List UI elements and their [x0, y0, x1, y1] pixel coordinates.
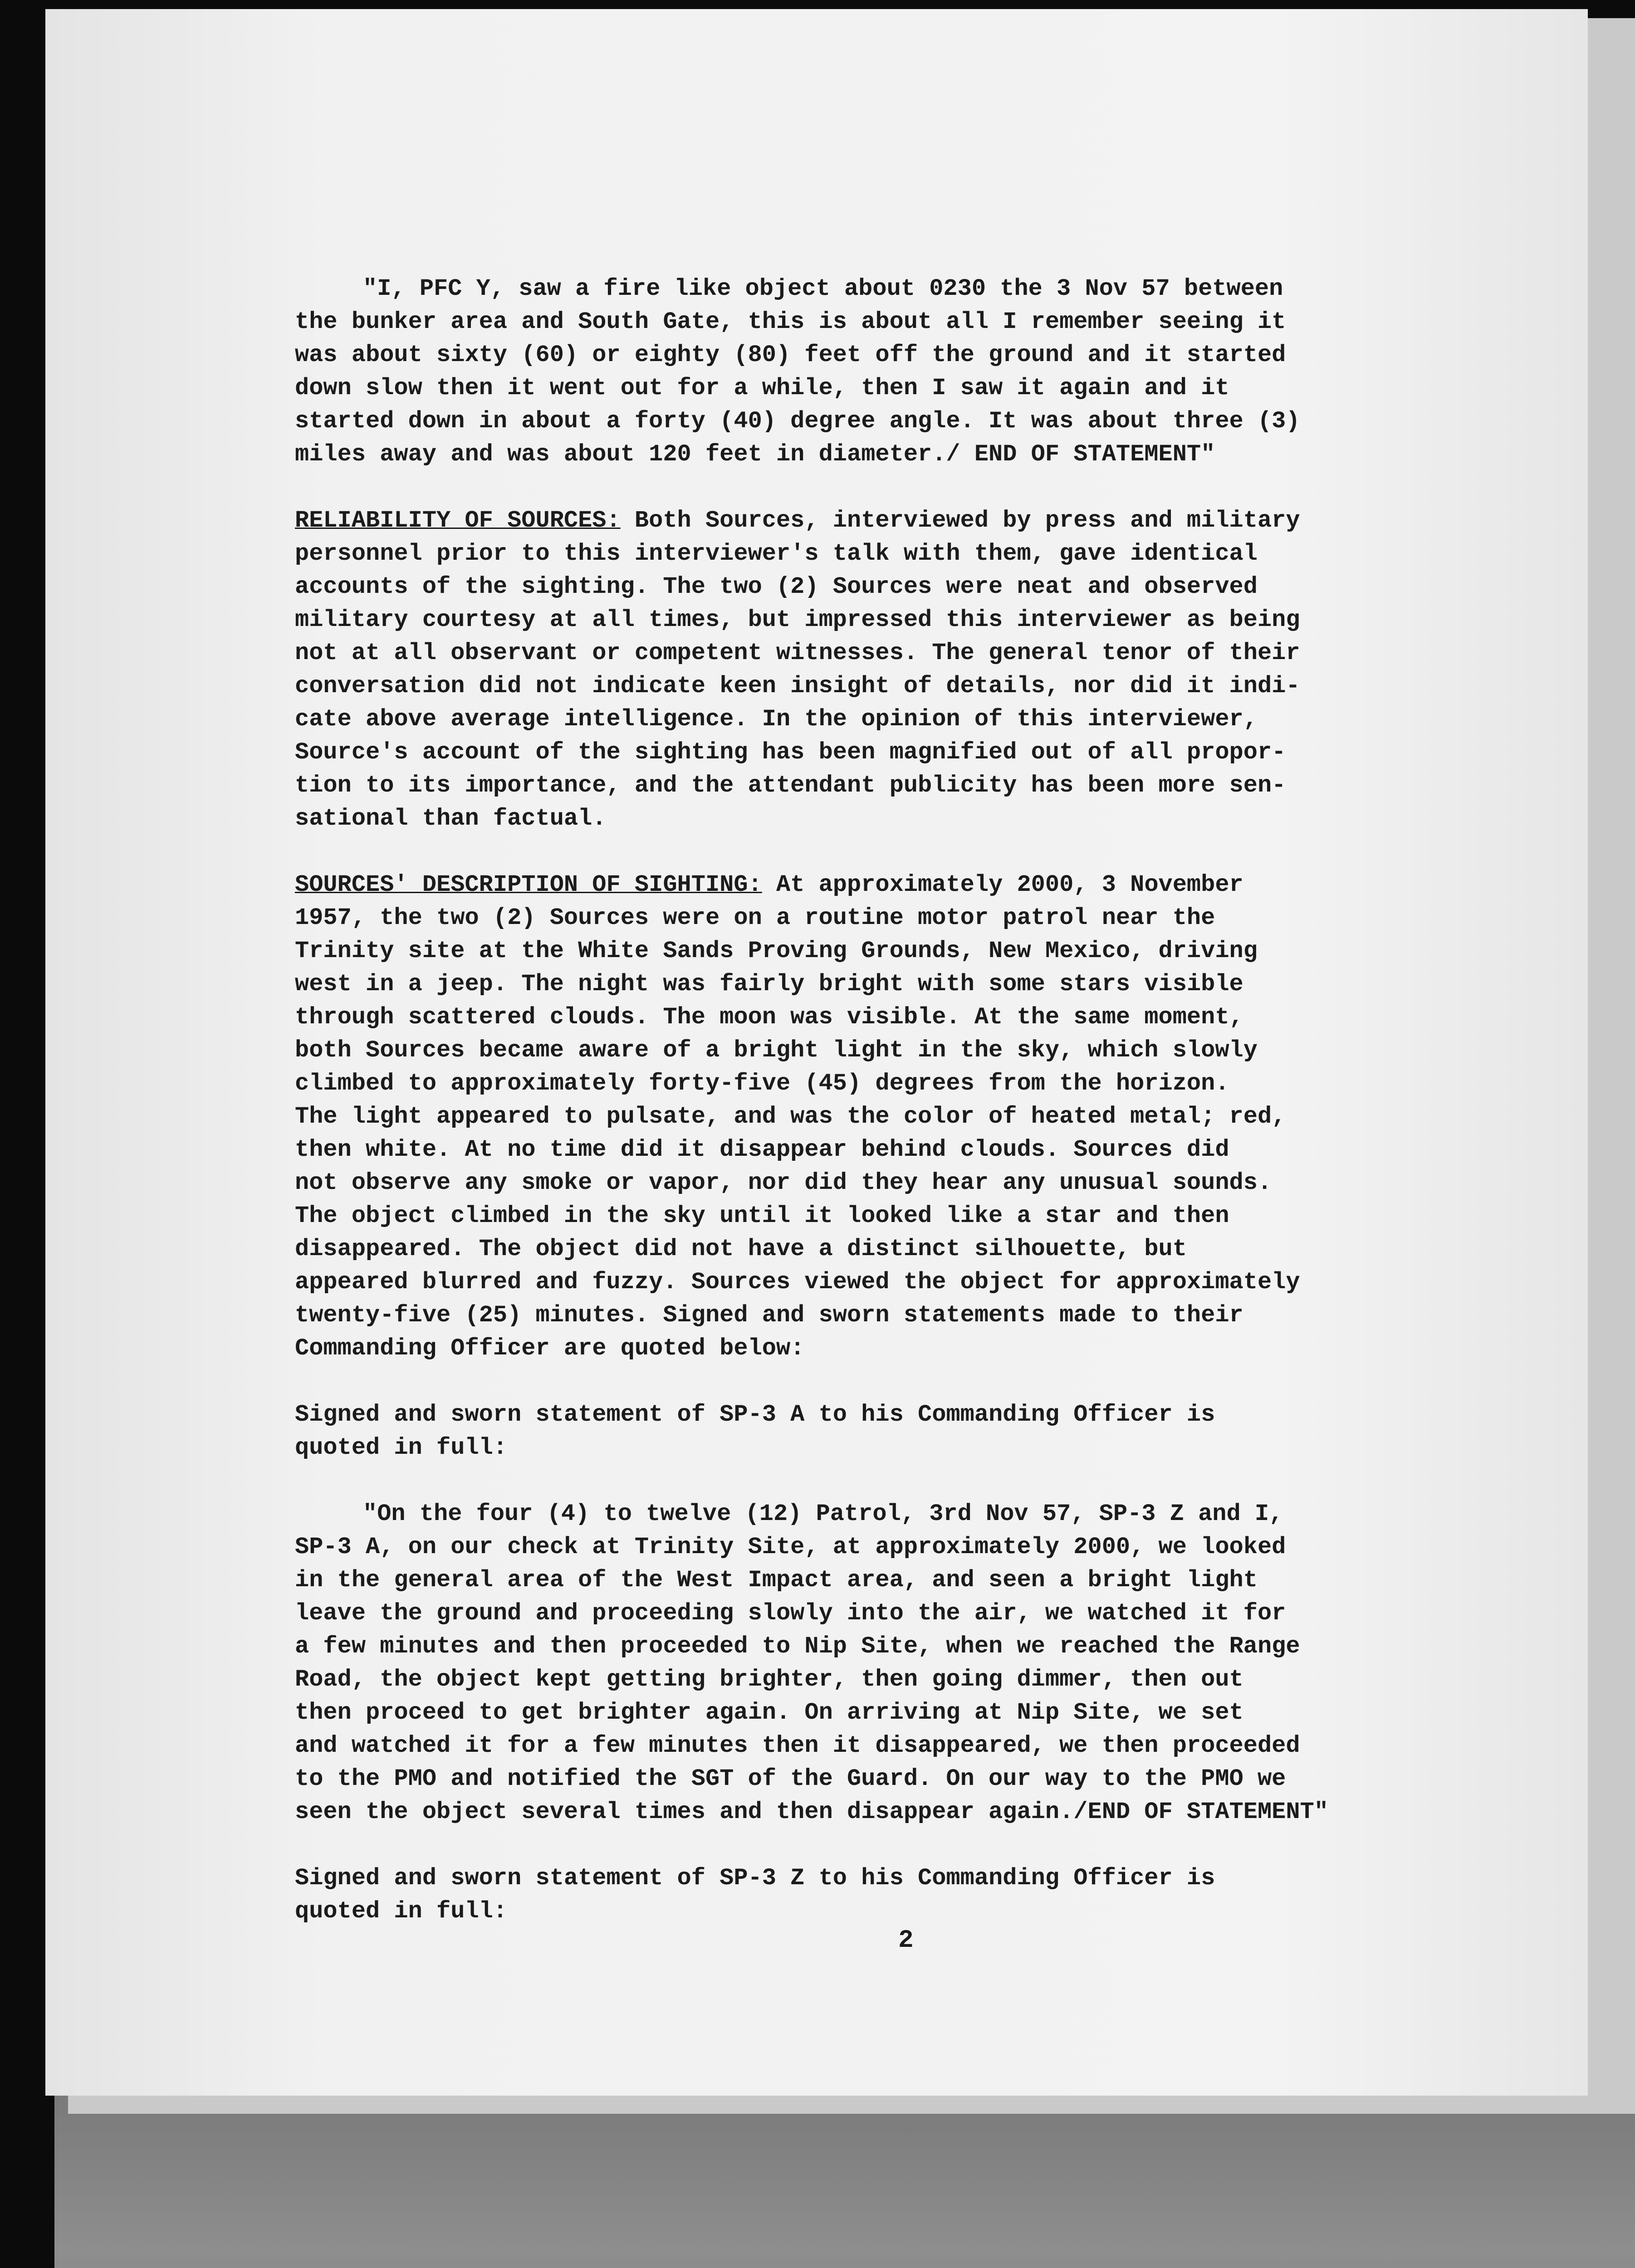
description-heading: SOURCES' DESCRIPTION OF SIGHTING:	[295, 871, 762, 898]
reliability-paragraph	[295, 504, 1456, 835]
handwritten-mark	[104, 2259, 222, 2268]
statement-intro-a: Signed and sworn statement of SP-3 A to his Commanding Officer is quoted in full:	[295, 1401, 1215, 1461]
statement-intro-z: Signed and sworn statement of SP-3 Z to his Commanding Officer is quoted in full:	[295, 1865, 1215, 1925]
page-number: 2	[898, 1926, 914, 1955]
statement-sp3-a: "On the four (4) to twelve (12) Patrol, 3rd Nov 57, SP-3 Z and I, SP-3 A, on our check at Trinity Site, at approximately 2000, we looked in the general area of the West Impact area, and seen a bright light leave the ground and proceeding slowly into the air, we watched it for a few minutes and then proceeded to Nip Site, when we reached the Range Road, the object kept getting brighter, then going dimmer, then out then proceed to get brighter again. On arriving at Nip Site, we set and watched it for a few minutes then it disappeared, we then proceeded to the PMO and notified the SGT of the Guard. On our way to the PMO we seen the object several times and then disappear again./END OF STATEMENT"	[295, 1501, 1328, 1825]
description-paragraph	[295, 868, 1456, 1365]
body-text	[295, 272, 1456, 1961]
reliability-heading: RELIABILITY OF SOURCES:	[295, 507, 621, 534]
document-page	[45, 9, 1588, 2096]
reliability-body: Both Sources, interviewed by press and military personnel prior to this interviewer's talk with them, gave identical accounts of the sighting. The two (2) Sources were neat and observed military courtesy at all times, but impressed this interviewer as being not at all observant or competent witnesses. The general tenor of their conversation did not indicate keen insight of details, nor did it indi- cate above average intelligence. In the opinion of this interviewer, Source's account of the sighting has been magnified out of all propor- tion to its importance, and the attendant publicity has been more sen- sational than factual.	[295, 507, 1300, 832]
description-body: At approximately 2000, 3 November 1957, the two (2) Sources were on a routine motor patrol near the Trinity site at the White Sands Proving Grounds, New Mexico, driving west in a jeep. The night was fairly bright with some stars visible through scattered clouds. The moon was visible. At the same moment, both Sources became aware of a bright light in the sky, which slowly climbed to approximately forty-five (45) degrees from the horizon. The light appeared to pulsate, and was the color of heated metal; red, then white. At no time did it disappear behind clouds. Sources did not observe any smoke or vapor, nor did they hear any unusual sounds. The object climbed in the sky until it looked like a star and then disappeared. The object did not have a distinct silhouette, but appeared blurred and fuzzy. Sources viewed the object for approximately twenty-five (25) minutes. Signed and sworn statements made to their Commanding Officer are quoted below:	[295, 871, 1300, 1362]
underlying-sheet	[54, 2096, 1635, 2268]
statement-pfc-y: "I, PFC Y, saw a fire like object about 0230 the 3 Nov 57 between the bunker area and South Gate, this is about all I remember seeing it was about sixty (60) or eighty (80) feet off the ground and it started down slow then it went out for a while, then I saw it again and it started down in about a forty (40) degree angle. It was about three (3) miles away and was about 120 feet in diameter./ END OF STATEMENT"	[295, 275, 1300, 468]
